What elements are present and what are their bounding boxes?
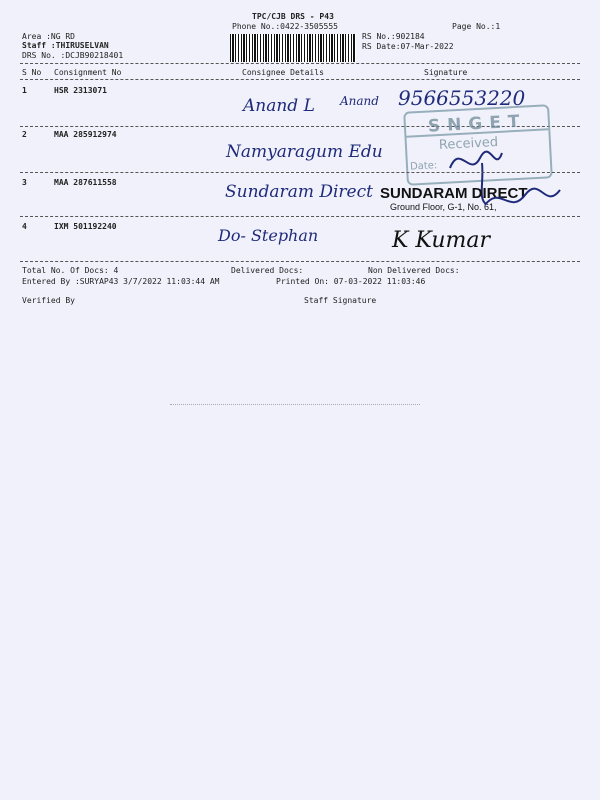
divider [20,261,580,262]
stamp-name: SNGET [427,111,527,137]
row-1-signature-handwriting: Anand [340,94,379,108]
row-1-consignment: HSR 2313071 [54,86,107,95]
printed-on: Printed On: 07-03-2022 11:03:46 [276,277,426,286]
delivered-docs: Delivered Docs: [231,266,304,275]
company-stamp-address: Ground Floor, G-1, No. 61, [390,202,497,212]
col-header-consignment: Consignment No [54,68,122,77]
row-3-consignment: MAA 287611558 [54,178,117,187]
row-2-consignment: MAA 285912974 [54,130,117,139]
row-2-consignee-handwriting: Namyaragum Edu [226,142,383,162]
total-docs: Total No. Of Docs: 4 [22,266,119,275]
staff-signature: Staff Signature [304,296,377,305]
row-4-sno: 4 [22,222,27,231]
company-stamp-name: SUNDARAM DIRECT [380,185,528,202]
row-4-consignment: IXM 501192240 [54,222,117,231]
barcode-image [230,34,356,62]
row-1-sno: 1 [22,86,27,95]
area-label: Area :NG RD [22,32,75,41]
divider [20,79,580,80]
row-1-phone-handwriting: 9566553220 [398,86,526,110]
stamp-date-label: Date: [409,160,438,173]
divider [20,63,580,64]
page-number: Page No.:1 [452,22,501,31]
scan-artifact-line [170,404,420,405]
col-header-sno: S No [22,68,42,77]
drs-number: DRS No. :DCJB90218401 [22,51,124,60]
divider [20,216,580,217]
row-3-consignee-handwriting: Sundaram Direct [225,182,373,202]
report-title: TPC/CJB DRS - P43 [252,12,334,21]
phone-number: Phone No.:0422-3505555 [232,22,338,31]
row-4-consignee-handwriting: Do- Stephan [218,226,319,245]
non-delivered-docs: Non Delivered Docs: [368,266,460,275]
row-3-sno: 3 [22,178,27,187]
company-signature-scribble [480,180,570,220]
rs-date: RS Date:07-Mar-2022 [362,42,454,51]
divider [20,172,580,173]
row-2-sno: 2 [22,130,27,139]
entered-by: Entered By :SURYAP43 3/7/2022 11:03:44 AM [22,277,220,286]
row-4-signature-handwriting: K Kumar [392,228,491,253]
stamp-received: Received [438,134,499,154]
rs-number: RS No.:902184 [362,32,425,41]
col-header-signature: Signature [424,68,468,77]
row-1-consignee-handwriting: Anand L [243,96,315,116]
staff-label: Staff :THIRUSELVAN [22,41,109,50]
col-header-consignee: Consignee Details [242,68,324,77]
verified-by: Verified By [22,296,75,305]
